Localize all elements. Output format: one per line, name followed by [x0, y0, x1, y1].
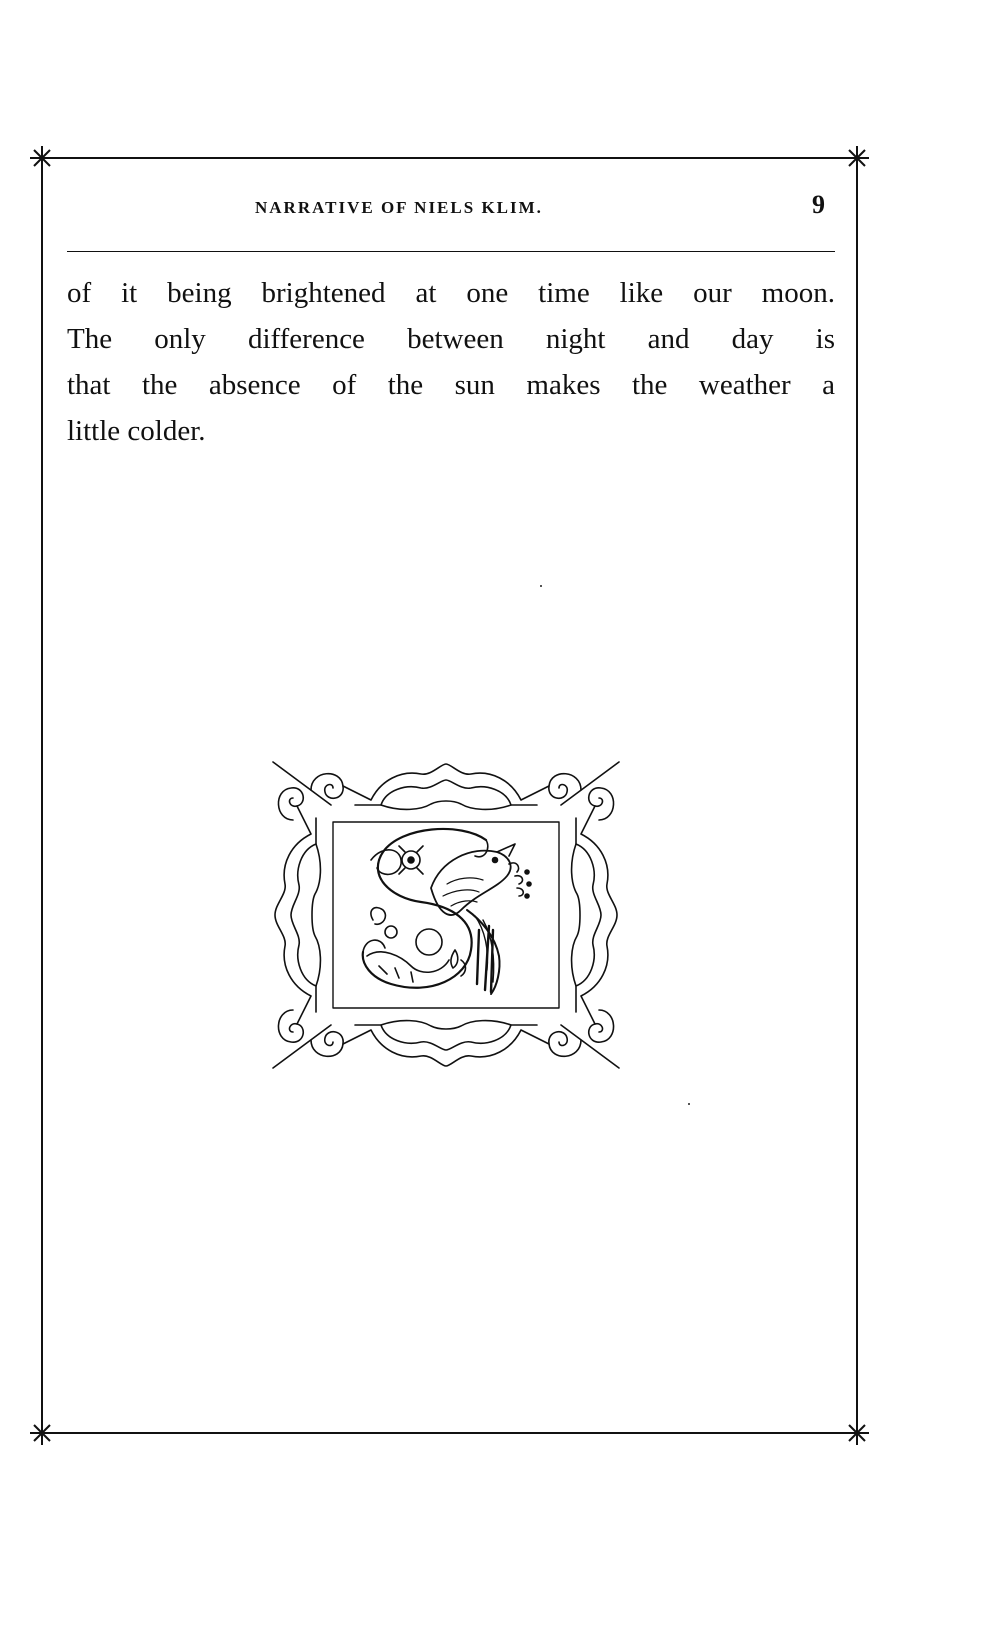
- header-rule: [67, 251, 835, 252]
- corner-star-icon: [844, 145, 870, 171]
- corner-star-icon: [844, 1420, 870, 1446]
- page-number: 9: [812, 190, 825, 219]
- text-line: The only difference between night and day is: [67, 323, 835, 355]
- frame-bottom-rule: [40, 1432, 858, 1434]
- text-line: of it being brightened at one time like our moon.: [67, 277, 835, 309]
- paper-speck: [540, 585, 542, 587]
- corner-star-icon: [29, 1420, 55, 1446]
- ornamental-vignette-bird-icon: [271, 760, 621, 1070]
- body-paragraph: [67, 270, 835, 454]
- text-line: that the absence of the sun makes the weather a: [67, 369, 835, 401]
- text-line: little colder.: [67, 415, 206, 447]
- frame-right-rule: [856, 157, 858, 1434]
- frame-top-rule: [40, 157, 858, 159]
- running-title: NARRATIVE OF NIELS KLIM.: [255, 198, 543, 217]
- frame-left-rule: [41, 157, 43, 1434]
- corner-star-icon: [29, 145, 55, 171]
- paper-speck: [688, 1103, 690, 1105]
